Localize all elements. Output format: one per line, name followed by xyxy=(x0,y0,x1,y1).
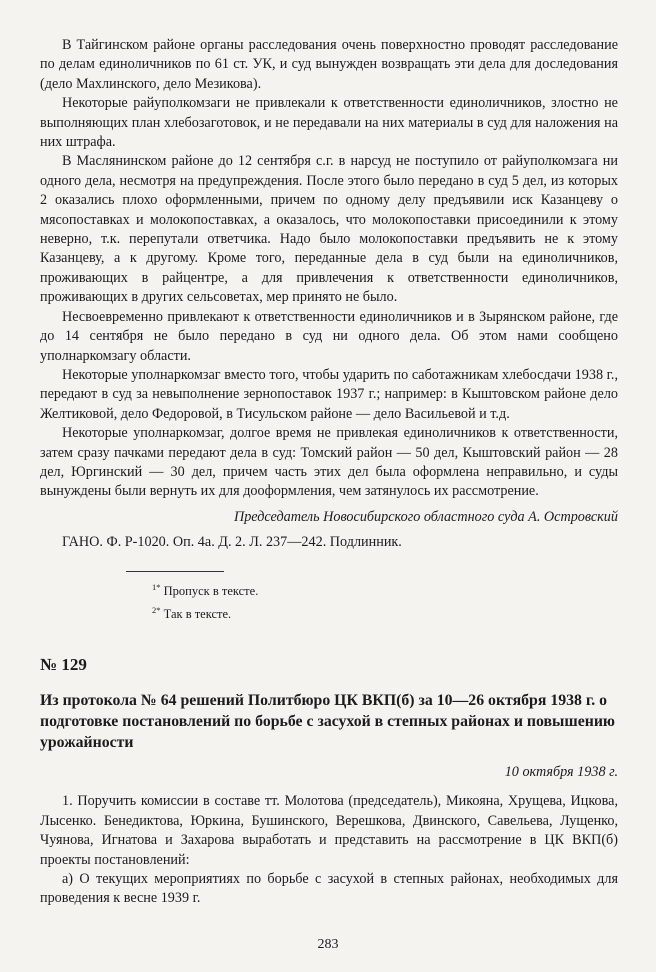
page-body xyxy=(40,36,618,909)
footnote-divider xyxy=(126,571,224,572)
paragraph: Некоторые уполнаркомзаг вместо того, чтобы ударить по саботажникам хлебосдачи 1938 г., передают в суд за невыполнение зернопоставок 1937 г.; например: в Кыштовском районе дело Желтиковой, дело Федоровой, в Тисульском районе — дело Васильевой и т.д. xyxy=(40,366,618,422)
footnote-mark: 2* xyxy=(152,604,161,615)
document-date: 10 октября 1938 г. xyxy=(504,763,618,780)
document-title: Из протокола № 64 решений Политбюро ЦК ВКП(б) за 10—26 октября 1938 г. о подготовке постановлений по борьбе с засухой в степных районах и повышению урожайности xyxy=(40,691,615,751)
footnote-mark: 1* xyxy=(152,581,161,592)
signature: Председатель Новосибирского областного суда А. Островский xyxy=(233,508,618,525)
footnote xyxy=(40,601,618,624)
footnote-text: Так в тексте. xyxy=(163,606,232,621)
paragraph: Некоторые уполнаркомзаг, долгое время не привлекая единоличников к ответственности, затем сразу пачками передают дела в суд: Томский район — 50 дел, Кыштовский район — 28 дел, Юргинский — 30 дел, причем часть этих дел была оформлена неправильно, и суды вынуждены были вернуть их для дооформления, чем затянулось их рассмотрение. xyxy=(40,425,618,500)
footnote-text: Пропуск в тексте. xyxy=(163,583,259,598)
archive-reference: ГАНО. Ф. Р-1020. Оп. 4а. Д. 2. Л. 237—242. Подлинник. xyxy=(62,534,402,551)
paragraph: Некоторые райуполкомзаги не привлекали к ответственности единоличников, злостно не выполняющих план хлебозаготовок, и не передавали на них материалы в суд для наложения на них штрафа. xyxy=(40,95,618,151)
document-body xyxy=(40,792,618,908)
paragraph: а) О текущих мероприятиях по борьбе с засухой в степных районах, необходимых для проведения к весне 1939 г. xyxy=(40,870,618,907)
page-number: 283 xyxy=(317,937,339,952)
paragraph: В Тайгинском районе органы расследования очень поверхностно проводят расследование по делам единоличников по 61 ст. УК, и суд вынужден возвращать эти дела для доследования (дело Махлинского, дело Мезикова). xyxy=(40,37,618,92)
document-number: № 129 xyxy=(40,654,87,674)
footnote xyxy=(40,578,618,601)
paragraph: Несвоевременно привлекают к ответственности единоличников и в Зырянском районе, где до 14 сентября не было передано в суд ни одного дела. Об этом нами сообщено уполнаркомзагу области. xyxy=(40,308,618,364)
paragraph: 1. Поручить комиссии в составе тт. Молотова (председатель), Микояна, Хрущева, Ицкова, Лысенко. Бенедиктова, Юркина, Бушинского, Верешкова, Двинского, Савельева, Лущенко, Чуянова, Игнатова и Захарова выработать и представить на рассмотрение в ЦК ВКП(б) проекты постановлений: xyxy=(40,793,618,868)
paragraph: В Маслянинском районе до 12 сентября с.г. в нарсуд не поступило от райуполкомзага ни одного дела, несмотря на предупреждения. После этого было передано в суд 5 дел, из которых 2 оказались плохо оформленными, причем по одному делу предъявили иск Казанцеву о мясопоставках и молокопоставках, а оказалось, что молокопоставки присоединили к этому неверно, т.к. перепутали ответчика. Надо было молокопоставки предъявить не к этому Казанцеву, а к другому. Кроме того, переданные дела в суд были на единоличников, проживающих в райцентре, а для привлечения к ответственности единоличников, проживающих в других сельсоветах, мер принято не было. xyxy=(40,153,618,306)
